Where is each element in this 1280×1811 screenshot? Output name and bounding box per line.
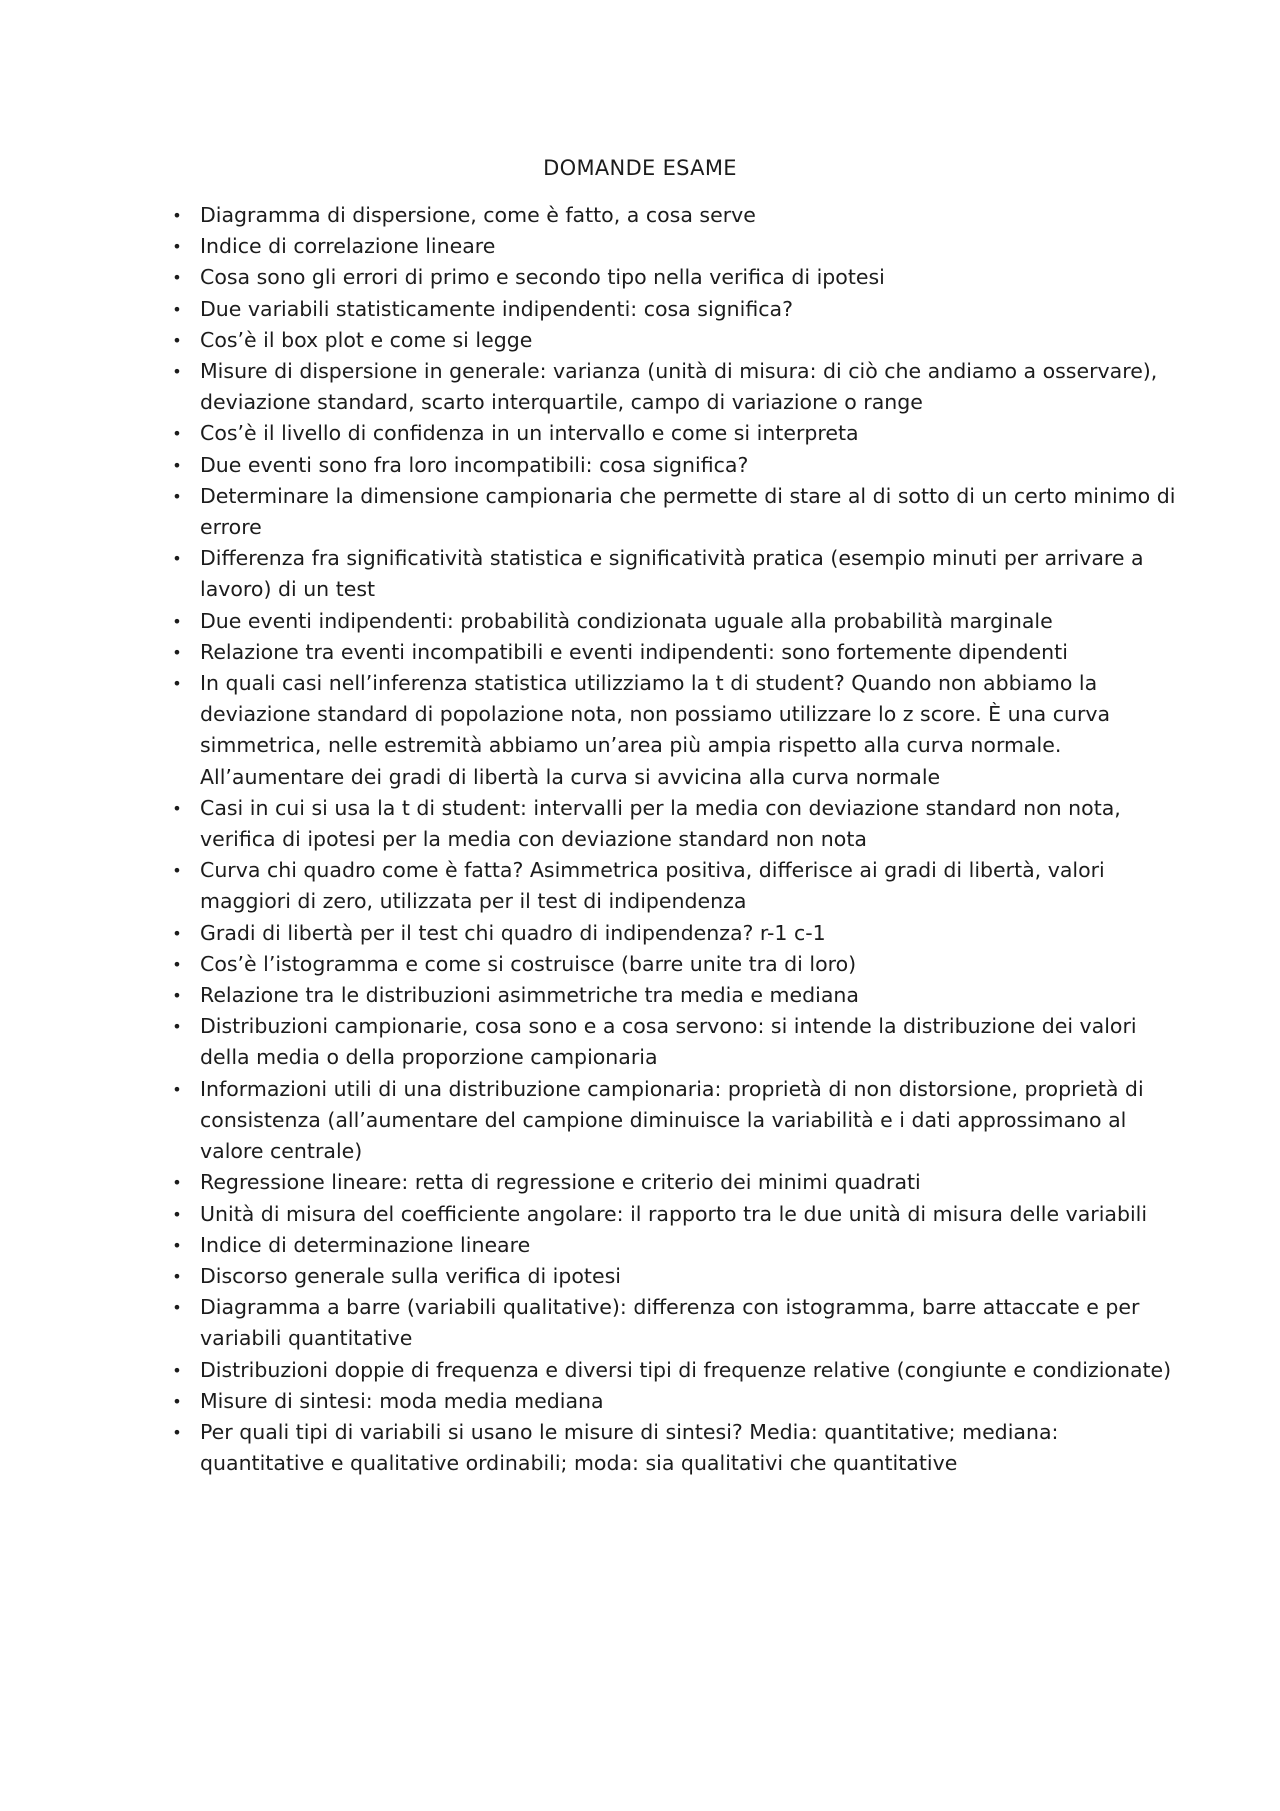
question-text: Misure di sintesi: moda media mediana [200, 1388, 604, 1413]
document-title: DOMANDE ESAME [543, 156, 737, 180]
bullet-icon: • [172, 486, 182, 506]
question-text: Diagramma a barre (variabili qualitative): differenza con istogramma, barre attaccate e per variabili quantitative [200, 1295, 1140, 1351]
question-text: Due eventi indipendenti: probabilità condizionata uguale alla probabilità marginale [200, 608, 1053, 633]
question-item [166, 1011, 1176, 1073]
bullet-icon: • [172, 1266, 182, 1286]
question-item [166, 1417, 1176, 1479]
bullet-icon: • [172, 861, 182, 881]
question-text: Curva chi quadro come è fatta? Asimmetrica positiva, differisce ai gradi di libertà, valori maggiori di zero, utilizzata per il test di indipendenza [200, 858, 1105, 914]
bullet-icon: • [172, 549, 182, 569]
question-text: Due variabili statisticamente indipendenti: cosa significa? [200, 296, 793, 321]
question-item [166, 1386, 1176, 1417]
bullet-icon: • [172, 299, 182, 319]
question-item [166, 543, 1176, 605]
bullet-icon: • [172, 330, 182, 350]
bullet-icon: • [172, 362, 182, 382]
bullet-icon: • [172, 1204, 182, 1224]
bullet-icon: • [172, 268, 182, 288]
bullet-icon: • [172, 1422, 182, 1442]
question-list [166, 200, 1176, 1479]
question-text: Relazione tra le distribuzioni asimmetriche tra media e mediana [200, 983, 859, 1008]
question-text: Indice di determinazione lineare [200, 1232, 531, 1257]
bullet-icon: • [172, 674, 182, 694]
question-text: Casi in cui si usa la t di student: intervalli per la media con deviazione standard non nota, verifica di ipotesi per la media con deviazione standard non nota [200, 795, 1121, 852]
bullet-icon: • [172, 798, 182, 818]
question-item [166, 980, 1176, 1011]
question-text: Differenza fra significatività statistica e significatività pratica (esempio minuti per arrivare a lavoro) di un test [200, 546, 1144, 602]
question-item [166, 1292, 1176, 1354]
bullet-icon: • [172, 1298, 182, 1318]
bullet-icon: • [172, 1391, 182, 1411]
question-item [166, 231, 1176, 262]
question-item [166, 855, 1176, 917]
question-item [166, 1261, 1176, 1292]
question-item [166, 262, 1176, 293]
question-item [166, 918, 1176, 949]
question-text: Per quali tipi di variabili si usano le misure di sintesi? Media: quantitative; mediana: quantitative e qualitative ordinabili; moda: sia qualitativi che quantitative [200, 1419, 1059, 1476]
bullet-icon: • [172, 455, 182, 475]
question-text: Determinare la dimensione campionaria che permette di stare al di sotto di un certo minimo di errore [200, 483, 1176, 540]
question-item [166, 668, 1176, 793]
question-item [166, 1199, 1176, 1230]
question-text: Indice di correlazione lineare [200, 234, 496, 259]
question-item [166, 949, 1176, 980]
question-text: Informazioni utili di una distribuzione campionaria: proprietà di non distorsione, proprietà di consistenza (all’aumentare del campione diminuisce la variabilità e i dati approssimano al valore centrale) [200, 1076, 1144, 1164]
question-text: Cosa sono gli errori di primo e secondo tipo nella verifica di ipotesi [200, 265, 885, 290]
question-text: Due eventi sono fra loro incompatibili: cosa significa? [200, 452, 749, 477]
question-item [166, 325, 1176, 356]
question-text: Distribuzioni campionarie, cosa sono e a cosa servono: si intende la distribuzione dei valori della media o della proporzione campionaria [200, 1014, 1137, 1070]
bullet-icon: • [172, 206, 182, 225]
question-item [166, 793, 1176, 855]
question-text: Gradi di libertà per il test chi quadro di indipendenza? r-1 c-1 [200, 920, 826, 945]
bullet-icon: • [172, 424, 182, 444]
question-item [166, 637, 1176, 668]
question-text: Cos’è il livello di confidenza in un intervallo e come si interpreta [200, 421, 859, 446]
question-text: In quali casi nell’inferenza statistica utilizziamo la t di student? Quando non abbiamo la deviazione standard di popolazione nota, non possiamo utilizzare lo z score. È una curva simmetrica, nelle estremità abbiamo un’area più ampia rispetto alla curva normale. All’aumentare dei gradi di libertà la curva si avvicina alla curva normale [200, 671, 1111, 789]
question-text: Diagramma di dispersione, come è fatto, a cosa serve [200, 203, 756, 227]
bullet-icon: • [172, 611, 182, 631]
question-text: Discorso generale sulla verifica di ipotesi [200, 1263, 621, 1288]
question-text: Misure di dispersione in generale: varianza (unità di misura: di ciò che andiamo a osservare), deviazione standard, scarto interquartile, campo di variazione o range [200, 359, 1158, 415]
bullet-icon: • [172, 1360, 182, 1380]
bullet-icon: • [172, 923, 182, 943]
question-item [166, 356, 1176, 418]
bullet-icon: • [172, 1017, 182, 1037]
question-text: Regressione lineare: retta di regressione e criterio dei minimi quadrati [200, 1170, 921, 1195]
question-text: Relazione tra eventi incompatibili e eventi indipendenti: sono fortemente dipendenti [200, 639, 1068, 664]
question-item [166, 481, 1176, 543]
question-item [166, 418, 1176, 449]
question-item [166, 1355, 1176, 1386]
bullet-icon: • [172, 237, 182, 257]
question-item [166, 1167, 1176, 1198]
question-text: Cos’è l’istogramma e come si costruisce (barre unite tra di loro) [200, 951, 857, 976]
question-text: Unità di misura del coefficiente angolare: il rapporto tra le due unità di misura delle variabili [200, 1201, 1148, 1226]
question-text: Cos’è il box plot e come si legge [200, 327, 533, 352]
question-item [166, 1074, 1176, 1168]
question-item [166, 606, 1176, 637]
bullet-icon: • [172, 986, 182, 1006]
question-item [166, 450, 1176, 481]
question-text: Distribuzioni doppie di frequenza e diversi tipi di frequenze relative (congiunte e condizionate) [200, 1357, 1172, 1382]
question-item [166, 294, 1176, 325]
bullet-icon: • [172, 1235, 182, 1255]
bullet-icon: • [172, 642, 182, 662]
bullet-icon: • [172, 1079, 182, 1099]
bullet-icon: • [172, 954, 182, 974]
bullet-icon: • [172, 1173, 182, 1193]
question-item [166, 200, 1176, 231]
question-item [166, 1230, 1176, 1261]
